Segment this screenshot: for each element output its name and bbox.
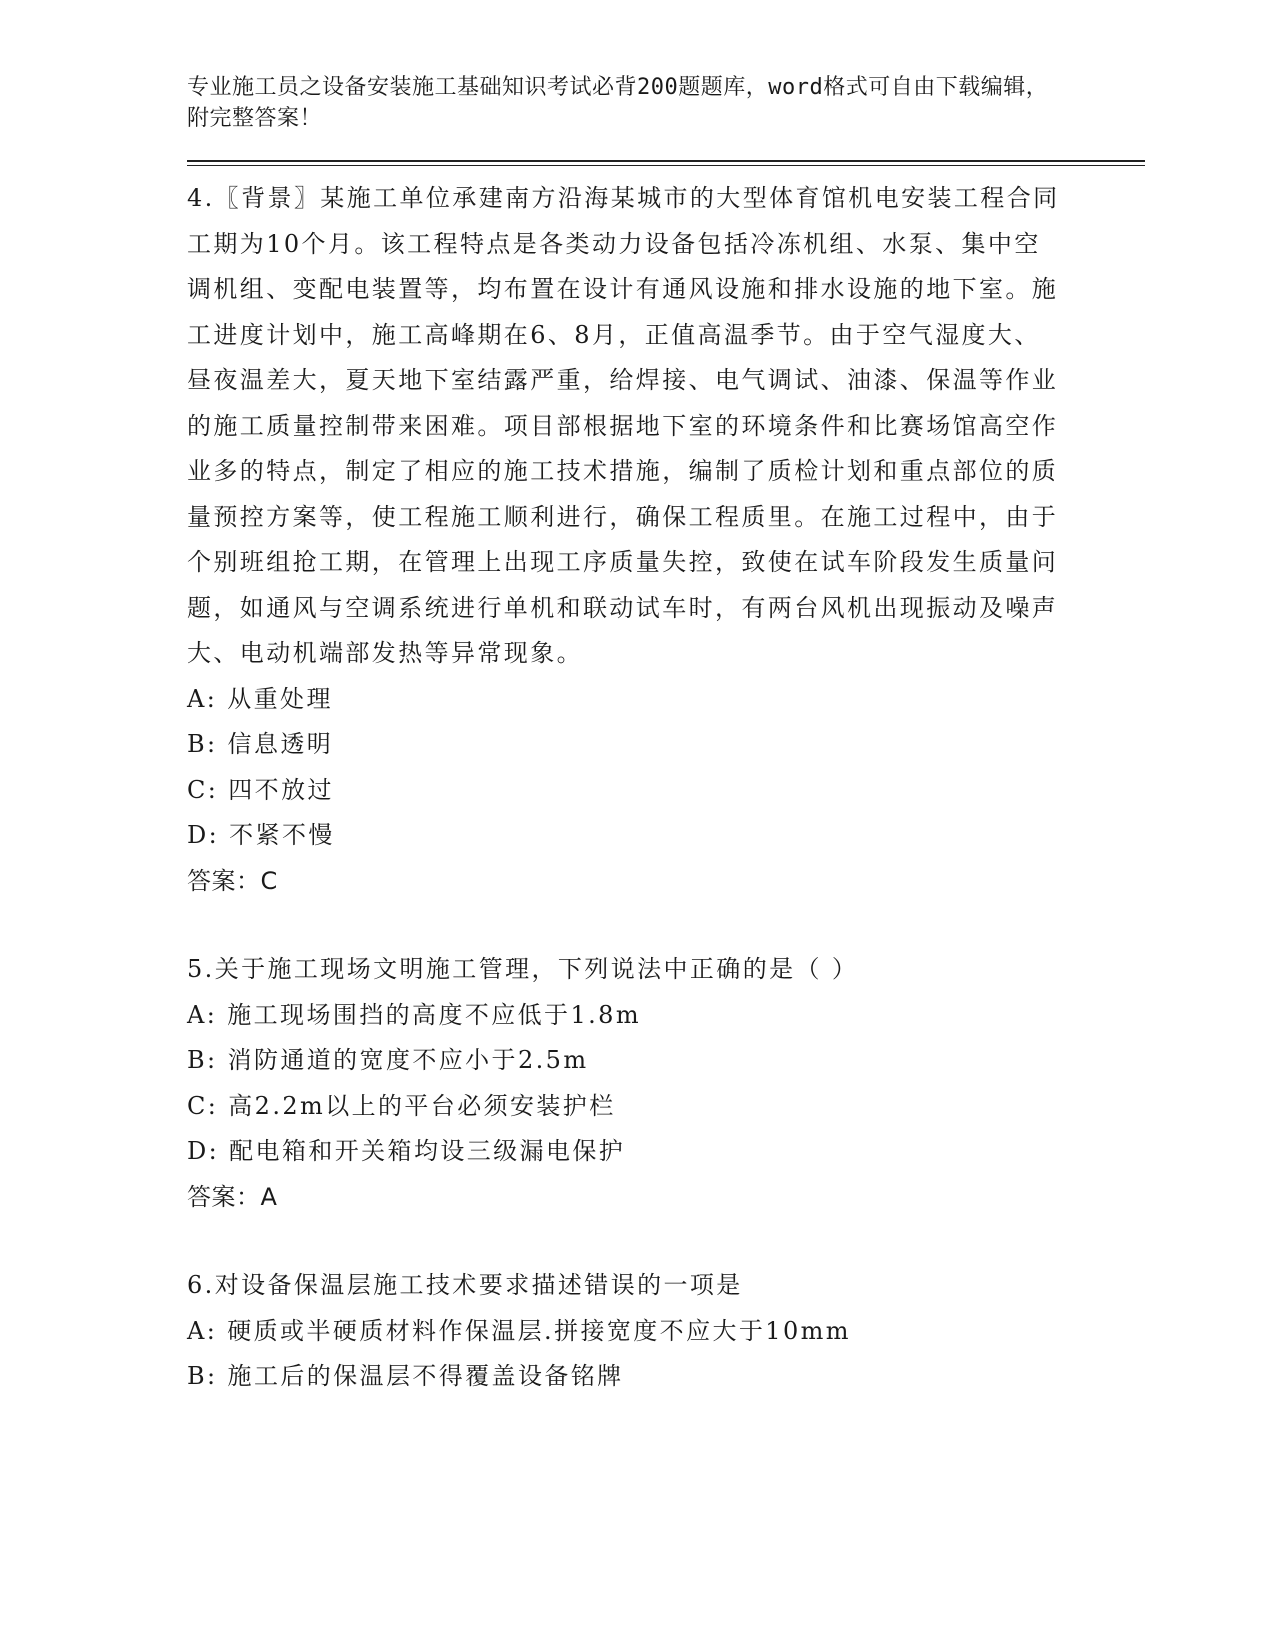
divider-thin-line xyxy=(187,165,1145,166)
option-list xyxy=(187,1309,1147,1400)
option-c: C: 四不放过 xyxy=(187,775,334,804)
option-a: A: 施工现场围挡的高度不应低于1.8m xyxy=(187,1000,641,1029)
divider-thick-line xyxy=(187,160,1145,162)
question-4 xyxy=(187,176,1147,904)
question-spacer xyxy=(187,904,1147,947)
header-divider xyxy=(187,160,1145,166)
question-spacer xyxy=(187,1220,1147,1263)
option-b: B: 消防通道的宽度不应小于2.5m xyxy=(187,1046,589,1074)
question-stem: 6.对设备保温层施工技术要求描述错误的一项是 xyxy=(187,1271,743,1299)
document-header: 专业施工员之设备安装施工基础知识考试必背200题题库，word格式可自由下载编辑，附完整答案！ xyxy=(187,75,1049,131)
option-a: A: 从重处理 xyxy=(187,684,333,713)
question-5 xyxy=(187,947,1147,1220)
question-6 xyxy=(187,1263,1147,1400)
option-d: D: 配电箱和开关箱均设三级漏电保护 xyxy=(187,1137,626,1165)
option-list xyxy=(187,993,1147,1175)
answer-line: 答案：A xyxy=(187,1182,278,1211)
option-b: B: 施工后的保温层不得覆盖设备铭牌 xyxy=(187,1362,624,1390)
document-page xyxy=(187,72,1147,1400)
option-c: C: 高2.2m以上的平台必须安装护栏 xyxy=(187,1091,616,1120)
option-list xyxy=(187,677,1147,859)
option-b: B: 信息透明 xyxy=(187,730,334,758)
question-stem: 5.关于施工现场文明施工管理，下列说法中正确的是（ ） xyxy=(187,955,859,983)
option-d: D: 不紧不慢 xyxy=(187,821,335,849)
option-a: A: 硬质或半硬质材料作保温层.拼接宽度不应大于10mm xyxy=(187,1316,851,1345)
answer-line: 答案：C xyxy=(187,866,278,895)
question-stem: 4.〖背景〗某施工单位承建南方沿海某城市的大型体育馆机电安装工程合同工期为10个月。该工程特点是各类动力设备包括冷冻机组、水泵、集中空调机组、变配电装置等，均布置在设计有通风设施和排水设施的地下室。施工进度计划中，施工高峰期在6、8月，正值高温季节。由于空气湿度大、昼夜温差大，夏天地下室结露严重，给焊接、电气调试、油漆、保温等作业的施工质量控制带来困难。项目部根据地下室的环境条件和比赛场馆高空作业多的特点，制定了相应的施工技术措施，编制了质检计划和重点部位的质量预控方案等，使工程施工顺利进行，确保工程质里。在施工过程中，由于个别班组抢工期，在管理上出现工序质量失控，致使在试车阶段发生质量问题，如通风与空调系统进行单机和联动试车时，有两台风机出现振动及噪声大、电动机端部发热等异常现象。 xyxy=(187,184,1060,667)
